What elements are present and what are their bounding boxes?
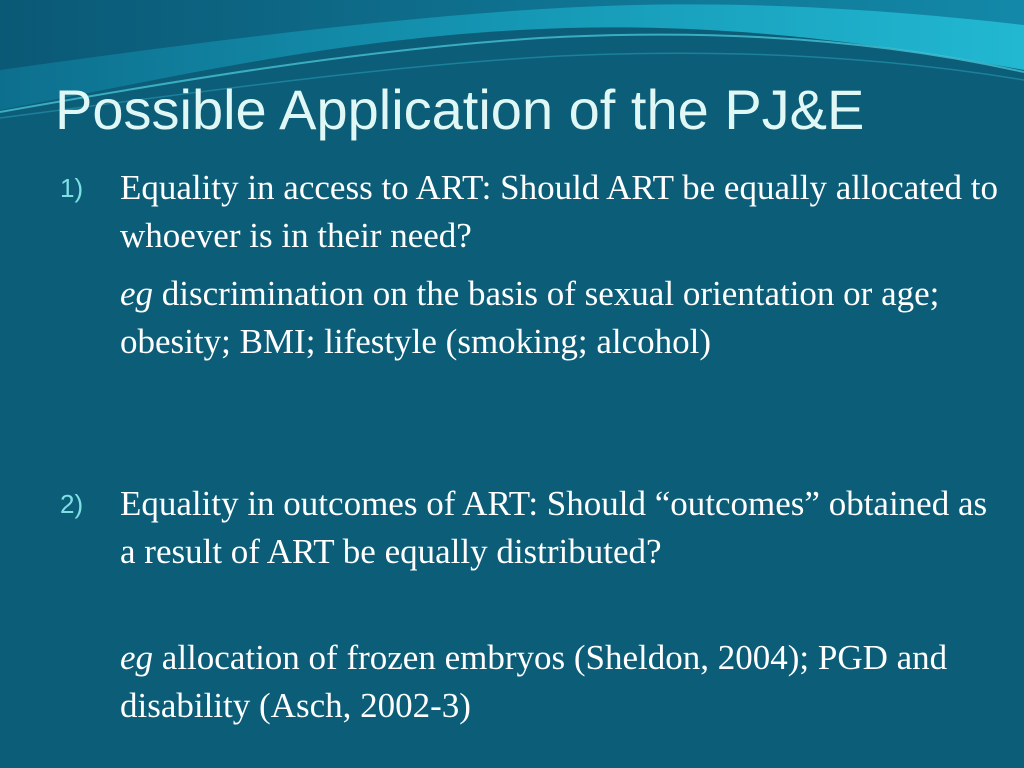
list-item-1-text: Equality in access to ART: Should ART be equally allocated to whoever is in their need? — [120, 168, 998, 255]
example-label: eg — [120, 638, 154, 677]
list-number-1: 1) — [60, 173, 84, 203]
example-label: eg — [120, 274, 154, 313]
example-text: discrimination on the basis of sexual orientation or age; obesity; BMI; lifestyle (smoking; alcohol) — [120, 274, 940, 361]
list-item-2-text: Equality in outcomes of ART: Should “outcomes” obtained as a result of ART be equally distributed? — [120, 484, 988, 571]
example-text: allocation of frozen embryos (Sheldon, 2004); PGD and disability (Asch, 2002-3) — [120, 638, 948, 725]
list-item-2-example — [120, 634, 1000, 730]
list-number-2: 2) — [60, 489, 84, 519]
list-item-1-example — [120, 270, 1000, 366]
slide-title: Possible Application of the PJ&E — [55, 78, 865, 141]
